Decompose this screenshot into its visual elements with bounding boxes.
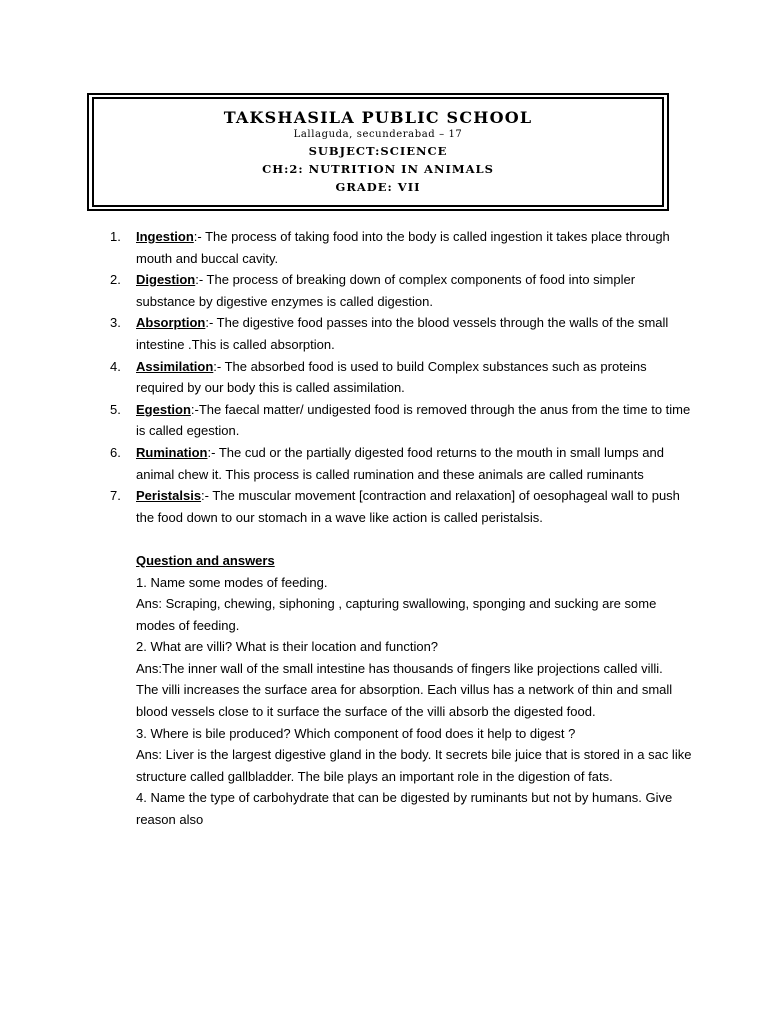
item-number: 2. <box>110 272 121 288</box>
school-name: TAKSHASILA PUBLIC SCHOOL <box>223 108 533 127</box>
definition-item <box>104 356 694 399</box>
answer-line: Ans: Liver is the largest digestive gland in the body. It secrets bile juice that is stored in a sac like structure called gallbladder. The bile plays an important role in the digestion of fats. <box>136 747 692 784</box>
answer-line: The villi increases the surface area for absorption. Each villus has a network of thin and small blood vessels close to it surface the surface of the villi absorb the digested food. <box>136 682 673 720</box>
definition-term: Ingestion <box>136 229 194 244</box>
definition-term: Egestion <box>136 401 191 417</box>
definition-item <box>104 485 694 528</box>
item-number: 7. <box>110 488 121 504</box>
item-number: 3. <box>110 315 121 331</box>
definition-item <box>104 269 694 312</box>
question-line: 3. Where is bile produced? Which component of food does it help to digest ? <box>136 725 576 741</box>
definition-text: :- The digestive food passes into the blood vessels through the walls of the small intestine .This is called absorption. <box>136 315 669 352</box>
definition-term: Absorption <box>136 315 206 331</box>
definition-text: :- The absorbed food is used to build Complex substances such as proteins required by our body this is called assimilation. <box>136 358 647 396</box>
definition-item <box>104 442 694 485</box>
school-address: Lallaguda, secunderabad – 17 <box>293 129 463 140</box>
answer-line: Ans: Scraping, chewing, siphoning , capturing swallowing, sponging and sucking are some modes of feeding. <box>136 596 657 633</box>
item-number: 6. <box>110 444 121 460</box>
question-line: 1. Name some modes of feeding. <box>136 574 328 590</box>
definition-item <box>104 399 694 442</box>
chapter-line: CH:2: NUTRITION IN ANIMALS <box>262 162 494 176</box>
definition-term: Assimilation <box>136 358 214 374</box>
qa-heading: Question and answers <box>136 552 275 568</box>
definition-text: :- The muscular movement [contraction and relaxation] of oesophageal wall to push the food down to our stomach in a wave like action is called peristalsis. <box>136 488 680 525</box>
definition-text: :- The process of taking food into the body is called ingestion it takes place through mouth and buccal cavity. <box>136 229 670 266</box>
item-number: 4. <box>110 358 121 374</box>
answer-line: Ans:The inner wall of the small intestine has thousands of fingers like projections called villi. <box>136 660 663 676</box>
definitions-list <box>104 226 694 528</box>
qa-section <box>104 550 694 831</box>
subject-line: SUBJECT:SCIENCE <box>308 144 448 158</box>
definition-term: Peristalsis <box>136 488 202 504</box>
definition-item <box>104 226 694 269</box>
definition-text: :-The faecal matter/ undigested food is removed through the anus from the time to time is called egestion. <box>136 401 691 439</box>
question-line: 2. What are villi? What is their location and function? <box>136 639 439 655</box>
definition-term: Rumination <box>136 444 208 460</box>
item-number: 5. <box>110 401 121 417</box>
document-body <box>104 226 694 831</box>
grade-line: GRADE: VII <box>335 180 421 194</box>
definition-term: Digestion <box>136 272 196 288</box>
header-box <box>92 97 664 207</box>
question-line: 4. Name the type of carbohydrate that can be digested by ruminants but not by humans. Give reason also <box>136 790 673 828</box>
definition-text: :- The process of breaking down of complex components of food into simpler substance by digestive enzymes is called digestion. <box>136 272 636 309</box>
item-number: 1. <box>110 229 121 244</box>
definition-item <box>104 312 694 355</box>
definition-text: :- The cud or the partially digested food returns to the mouth in small lumps and animal chew it. This process is called rumination and these animals are called ruminants <box>136 444 664 482</box>
